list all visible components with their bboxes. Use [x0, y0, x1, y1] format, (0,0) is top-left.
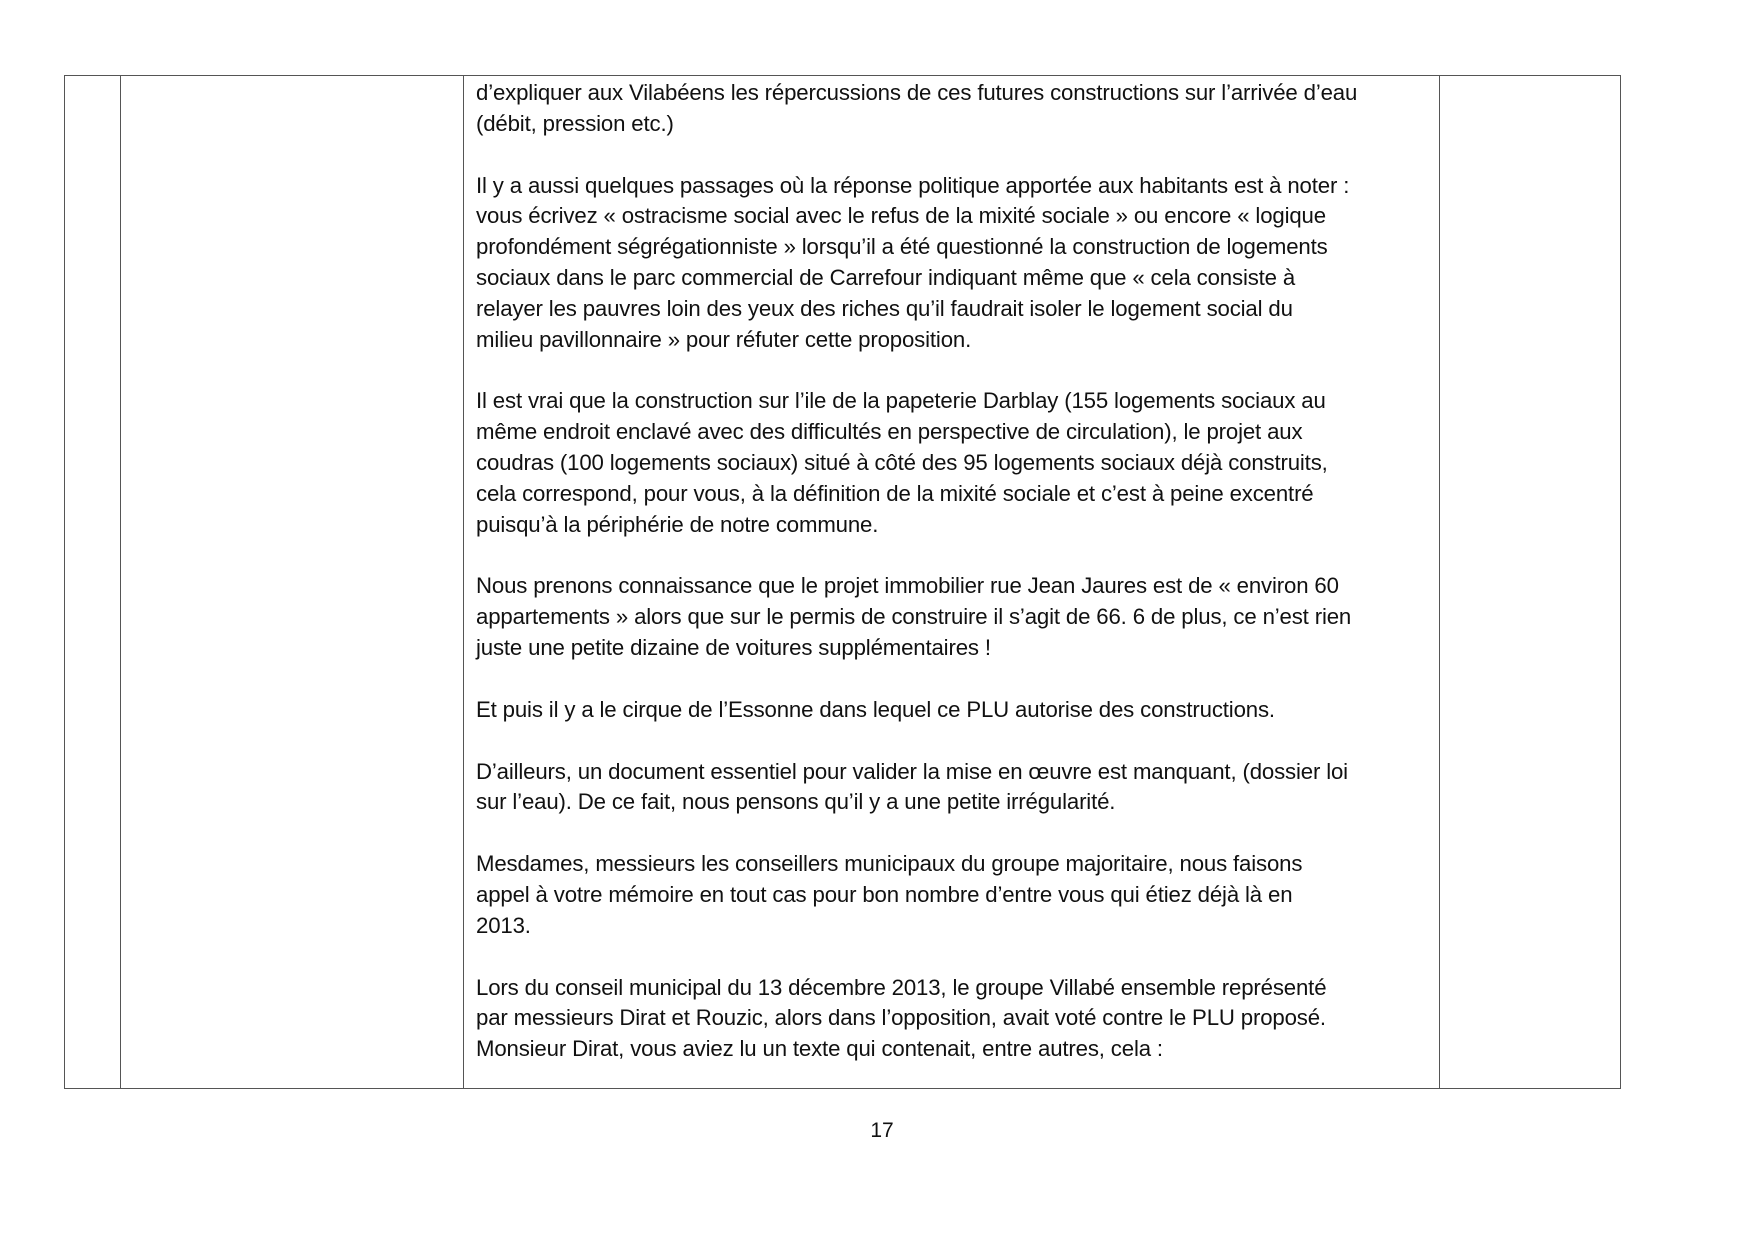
table-row — [65, 76, 1621, 1089]
document-table — [64, 75, 1621, 1089]
paragraph: Lors du conseil municipal du 13 décembre 2013, le groupe Villabé ensemble représenté par messieurs Dirat et Rouzic, alors dans l’opposition, avait voté contre le PLU proposé. Monsieur Dirat, vous aviez lu un texte qui contenait, entre autres, cela : — [476, 974, 1327, 1062]
table-cell-empty-3 — [1440, 76, 1621, 1089]
table-cell-empty-1 — [65, 76, 121, 1089]
table-cell-content — [464, 76, 1440, 1089]
paragraph: Mesdames, messieurs les conseillers municipaux du groupe majoritaire, nous faisons appel à votre mémoire en tout cas pour bon nombre d’entre vous qui étiez déjà là en 2013. — [476, 851, 1303, 938]
paragraph: Nous prenons connaissance que le projet immobilier rue Jean Jaures est de « environ 60 appartements » alors que sur le permis de construire il s’agit de 66. 6 de plus, ce n’est rien juste une petite dizaine de voitures supplémentaires ! — [476, 573, 1352, 660]
paragraph: Il y a aussi quelques passages où la réponse politique apportée aux habitants est à noter : vous écrivez « ostracisme social avec le refus de la mixité sociale » ou encore « logique profondément ségrégationniste » lorsqu’il a été questionné la construction de logements sociaux dans le parc commercial de Carrefour indiquant même que « cela consiste à relayer les pauvres loin des yeux des riches qu’il faudrait isoler le logement social du milieu pavillonnaire » pour réfuter cette proposition. — [476, 172, 1350, 352]
table-cell-empty-2 — [121, 76, 464, 1089]
page-number: 17 — [870, 1119, 894, 1142]
paragraph: d’expliquer aux Vilabéens les répercussions de ces futures constructions sur l’arrivée d’eau (débit, pression etc.) — [476, 80, 1358, 136]
paragraph: D’ailleurs, un document essentiel pour valider la mise en œuvre est manquant, (dossier loi sur l’eau). De ce fait, nous pensons qu’il y a une petite irrégularité. — [476, 758, 1348, 815]
paragraph: Il est vrai que la construction sur l’ile de la papeterie Darblay (155 logements sociaux au même endroit enclavé avec des difficultés en perspective de circulation), le projet aux coudras (100 logements sociaux) situé à côté des 95 logements sociaux déjà construits, cela correspond, pour vous, à la définition de la mixité sociale et c’est à peine excentré puisqu’à la périphérie de notre commune. — [476, 388, 1328, 537]
paragraph: Et puis il y a le cirque de l’Essonne dans lequel ce PLU autorise des constructions. — [476, 696, 1275, 722]
